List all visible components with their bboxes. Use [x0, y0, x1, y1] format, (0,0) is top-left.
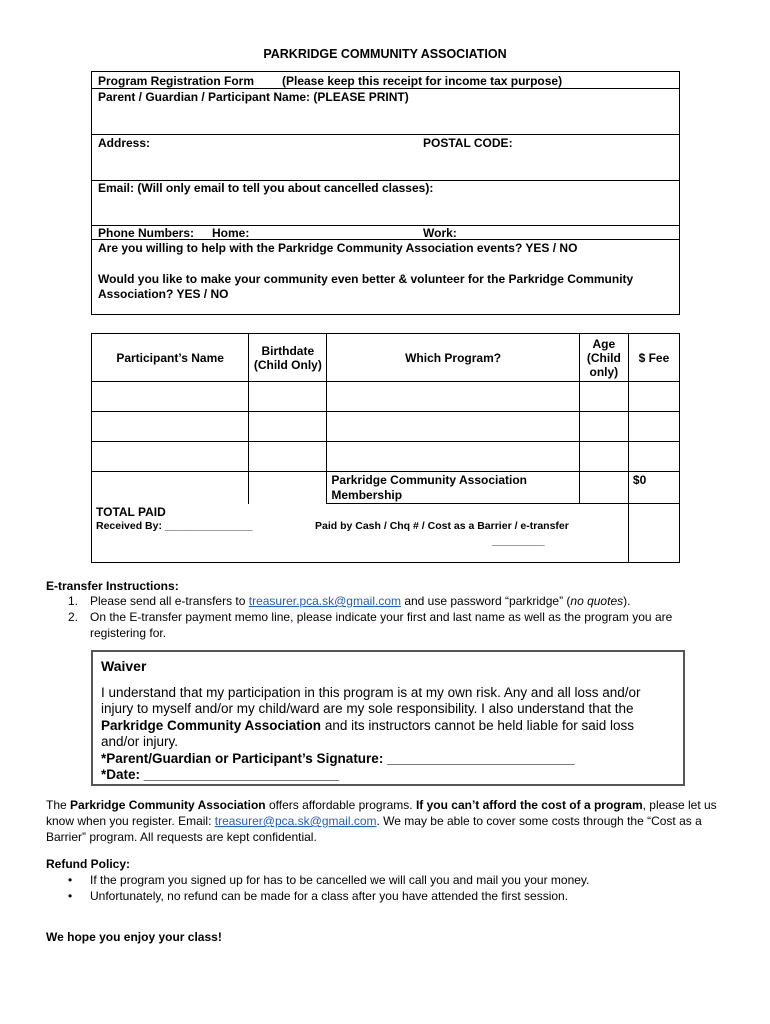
work-phone-label: Work:: [423, 226, 457, 240]
affordability-paragraph: [46, 797, 726, 845]
afford-text-3: , please let us know when you register. Email:: [46, 798, 717, 828]
form-header-right: (Please keep this receipt for income tax purpose): [282, 74, 563, 88]
address-row[interactable]: [92, 135, 679, 181]
etransfer-item-1-end: ).: [623, 594, 631, 608]
refund-heading: Refund Policy:: [46, 857, 131, 871]
etransfer-item-2-text: On the E-transfer payment memo line, please indicate your first and last name as well as the program you are registering for.: [90, 610, 673, 640]
header-program: Which Program?: [327, 334, 579, 382]
help-question: Are you willing to help with the Parkridge Community Association events? YES / NO: [98, 241, 578, 255]
membership-row: [92, 472, 680, 504]
etransfer-item-2: [68, 609, 708, 641]
volunteer-question: Would you like to make your community even better & volunteer for the Parkridge Community Association? YES / NO: [98, 272, 634, 301]
refund-item-2: [68, 888, 728, 904]
no-quotes-text: no quotes: [570, 594, 624, 608]
table-header-row: [92, 334, 680, 382]
waiver-heading: Waiver: [101, 658, 147, 674]
received-by-label: Received By: _______________: [96, 520, 253, 532]
email-label: Email: (Will only email to tell you about cancelled classes):: [98, 181, 434, 195]
volunteer-row: [92, 239, 679, 315]
bullet-icon: •: [68, 873, 73, 887]
page-title: PARKRIDGE COMMUNITY ASSOCIATION: [263, 47, 507, 61]
total-paid-label: TOTAL PAID: [96, 505, 166, 519]
refund-item-2-text: Unfortunately, no refund can be made for a class after you have attended the first session.: [90, 889, 569, 903]
waiver-box: [91, 650, 685, 786]
afford-email-link[interactable]: treasurer@pca.sk@gmail.com: [214, 814, 377, 828]
table-row[interactable]: [92, 442, 680, 472]
etransfer-item-1: [68, 593, 708, 609]
waiver-association-name: Parkridge Community Association: [101, 717, 322, 733]
paid-by-blank: _________: [492, 535, 545, 547]
closing-message: We hope you enjoy your class!: [46, 930, 222, 944]
afford-text-4: . We may be able to cover some costs through the “Cost as a Barrier” program. All requests are kept confidential.: [46, 814, 702, 844]
date-line[interactable]: *Date: __________________________: [101, 767, 339, 782]
name-row[interactable]: [92, 89, 679, 135]
header-birthdate: Birthdate (Child Only): [249, 334, 327, 382]
bullet-icon: •: [68, 889, 73, 903]
total-fee-cell[interactable]: [628, 504, 679, 563]
header-fee: $ Fee: [628, 334, 679, 382]
membership-program: Parkridge Community Association Membership: [327, 472, 579, 504]
header-age: Age (Child only): [579, 334, 628, 382]
phone-row[interactable]: [92, 226, 679, 239]
etransfer-password-text: and use password “parkridge” (: [400, 594, 571, 608]
table-row[interactable]: [92, 412, 680, 442]
name-label: Parent / Guardian / Participant Name: (PLEASE PRINT): [98, 90, 409, 104]
total-row: [92, 504, 680, 563]
email-row[interactable]: [92, 181, 679, 226]
address-label: Address:: [98, 136, 151, 150]
afford-text-1: The: [46, 798, 71, 812]
table-row[interactable]: [92, 382, 680, 412]
etransfer-heading: E-transfer Instructions:: [46, 579, 179, 593]
afford-association-name: Parkridge Community Association: [70, 798, 266, 812]
phone-label: Phone Numbers:: [98, 226, 195, 240]
treasurer-email-link[interactable]: treasurer.pca.sk@gmail.com: [248, 594, 401, 608]
etransfer-item-1-text: Please send all e-transfers to: [90, 594, 249, 608]
afford-text-2: offers affordable programs.: [265, 798, 416, 812]
program-table: [91, 333, 680, 563]
registration-form-box: [91, 71, 680, 315]
etransfer-item-2-number: 2.: [68, 610, 79, 624]
postal-code-label: POSTAL CODE:: [423, 136, 513, 150]
signature-line[interactable]: *Parent/Guardian or Participant’s Signature: _________________________: [101, 750, 575, 766]
membership-fee: $0: [628, 472, 679, 504]
refund-item-1: [68, 872, 728, 888]
home-phone-label: Home:: [212, 226, 250, 240]
form-header-left: Program Registration Form: [98, 74, 255, 88]
waiver-text-part-1: I understand that my participation in this program is at my own risk. Any and all loss and/or injury to myself and/or my child/ward are my sole responsibility. I also understand that the: [101, 684, 641, 716]
etransfer-item-1-number: 1.: [68, 594, 79, 608]
refund-item-1-text: If the program you signed up for has to be cancelled we will call you and mail you your money.: [90, 873, 590, 887]
form-header-row: [92, 72, 679, 89]
afford-emphasis: If you can’t afford the cost of a program: [415, 798, 643, 812]
total-paid-cell: [92, 504, 629, 563]
header-participant-name: Participant’s Name: [92, 334, 249, 382]
waiver-text: [101, 685, 675, 751]
paid-by-label: Paid by Cash / Chq # / Cost as a Barrier / e-transfer: [315, 520, 569, 532]
waiver-text-part-2: and its instructors cannot be held liable for said loss and/or injury.: [101, 717, 634, 749]
